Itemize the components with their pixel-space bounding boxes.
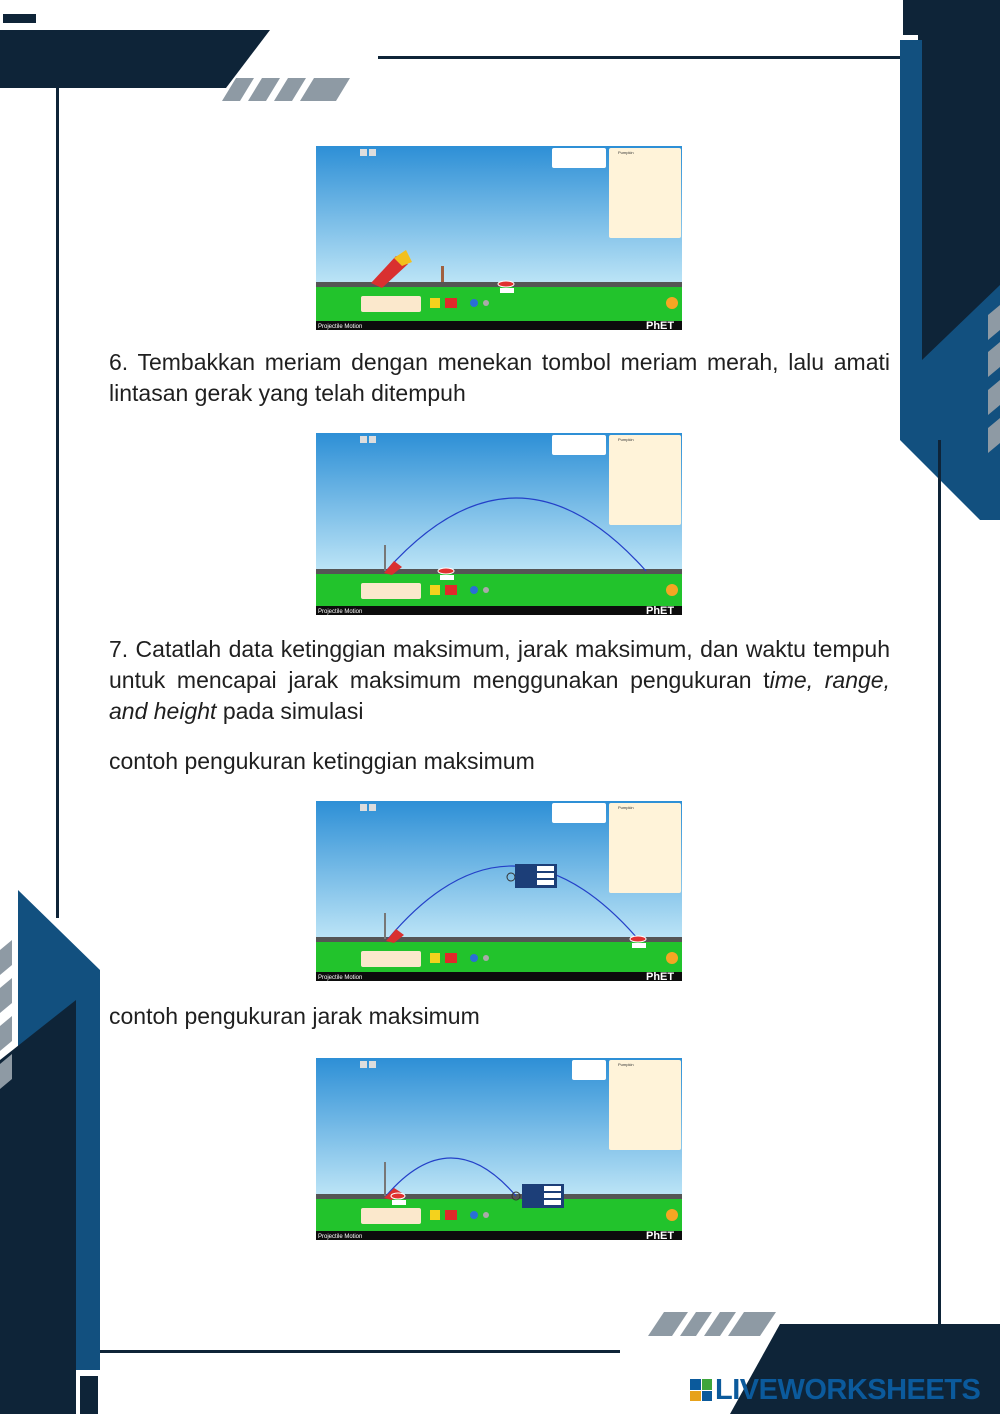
erase-button[interactable] bbox=[430, 953, 440, 963]
fire-button[interactable] bbox=[445, 585, 457, 595]
play-pause-button[interactable] bbox=[470, 1211, 478, 1219]
zoom-in-icon[interactable] bbox=[360, 149, 367, 156]
erase-button[interactable] bbox=[430, 585, 440, 595]
example-range-caption: contoh pengukuran jarak maksimum bbox=[109, 1003, 480, 1029]
initial-speed-slider[interactable] bbox=[361, 951, 421, 967]
step-7-italic: ime, range, and height bbox=[109, 667, 890, 724]
zoom-in-icon[interactable] bbox=[360, 1061, 367, 1068]
measuring-tools-panel[interactable] bbox=[552, 803, 606, 823]
initial-speed-slider[interactable] bbox=[361, 583, 421, 599]
reset-button[interactable] bbox=[666, 952, 678, 964]
phet-logo: PhET bbox=[646, 320, 675, 330]
simulation-screenshot-2 bbox=[316, 433, 682, 615]
fire-button[interactable] bbox=[445, 298, 457, 308]
example-height-caption: contoh pengukuran ketinggian maksimum bbox=[109, 748, 535, 774]
sim-title: Projectile Motion bbox=[318, 975, 363, 981]
liveworksheets-brand[interactable] bbox=[690, 1374, 980, 1406]
sim-title: Projectile Motion bbox=[318, 1234, 363, 1240]
zoom-out-icon[interactable] bbox=[369, 804, 376, 811]
zoom-out-icon[interactable] bbox=[369, 149, 376, 156]
sim-title: Projectile Motion bbox=[318, 609, 363, 615]
projectile-select[interactable]: Pumpkin bbox=[618, 1062, 634, 1067]
simulation-screenshot-1 bbox=[316, 146, 682, 330]
phet-logo: PhET bbox=[646, 605, 675, 615]
sim-title: Projectile Motion bbox=[318, 324, 363, 330]
settings-panel[interactable] bbox=[609, 803, 681, 893]
projectile-select[interactable]: Pumpkin bbox=[618, 437, 634, 442]
step-7-instruction bbox=[109, 634, 890, 727]
fire-button[interactable] bbox=[445, 953, 457, 963]
zoom-out-icon[interactable] bbox=[369, 1061, 376, 1068]
projectile-select[interactable]: Pumpkin bbox=[618, 150, 634, 155]
liveworksheets-wordmark: LIVEWORKSHEETS bbox=[715, 1373, 981, 1406]
initial-speed-slider[interactable] bbox=[361, 1208, 421, 1224]
zoom-in-icon[interactable] bbox=[360, 804, 367, 811]
phet-logo: PhET bbox=[646, 971, 675, 981]
reset-button[interactable] bbox=[666, 584, 678, 596]
erase-button[interactable] bbox=[430, 298, 440, 308]
settings-panel[interactable] bbox=[609, 148, 681, 238]
zoom-out-icon[interactable] bbox=[369, 436, 376, 443]
step-button[interactable] bbox=[483, 300, 489, 306]
step-7-text: 7. Catatlah data ketinggian maksimum, jarak maksimum, dan waktu tempuh untuk mencapai jarak maksimum menggunakan pengukuran t bbox=[109, 636, 890, 693]
step-6-instruction: 6. Tembakkan meriam dengan menekan tombol meriam merah, lalu amati lintasan gerak yang telah ditempuh bbox=[109, 349, 890, 406]
step-button[interactable] bbox=[483, 955, 489, 961]
measuring-tools-panel[interactable] bbox=[552, 148, 606, 168]
measuring-tools-panel[interactable] bbox=[552, 435, 606, 455]
fire-button[interactable] bbox=[445, 1210, 457, 1220]
phet-logo: PhET bbox=[646, 1230, 675, 1240]
erase-button[interactable] bbox=[430, 1210, 440, 1220]
projectile-select[interactable]: Pumpkin bbox=[618, 805, 634, 810]
initial-speed-slider[interactable] bbox=[361, 296, 421, 312]
step-button[interactable] bbox=[483, 1212, 489, 1218]
play-pause-button[interactable] bbox=[470, 299, 478, 307]
simulation-screenshot-4 bbox=[316, 1058, 682, 1240]
step-button[interactable] bbox=[483, 587, 489, 593]
play-pause-button[interactable] bbox=[470, 586, 478, 594]
settings-panel[interactable] bbox=[609, 435, 681, 525]
zoom-in-icon[interactable] bbox=[360, 436, 367, 443]
play-pause-button[interactable] bbox=[470, 954, 478, 962]
measuring-tools-panel[interactable] bbox=[572, 1060, 606, 1080]
step-7-end: pada simulasi bbox=[216, 698, 364, 724]
reset-button[interactable] bbox=[666, 1209, 678, 1221]
liveworksheets-logo-icon bbox=[690, 1379, 712, 1401]
settings-panel[interactable] bbox=[609, 1060, 681, 1150]
reset-button[interactable] bbox=[666, 297, 678, 309]
simulation-screenshot-3 bbox=[316, 801, 682, 981]
